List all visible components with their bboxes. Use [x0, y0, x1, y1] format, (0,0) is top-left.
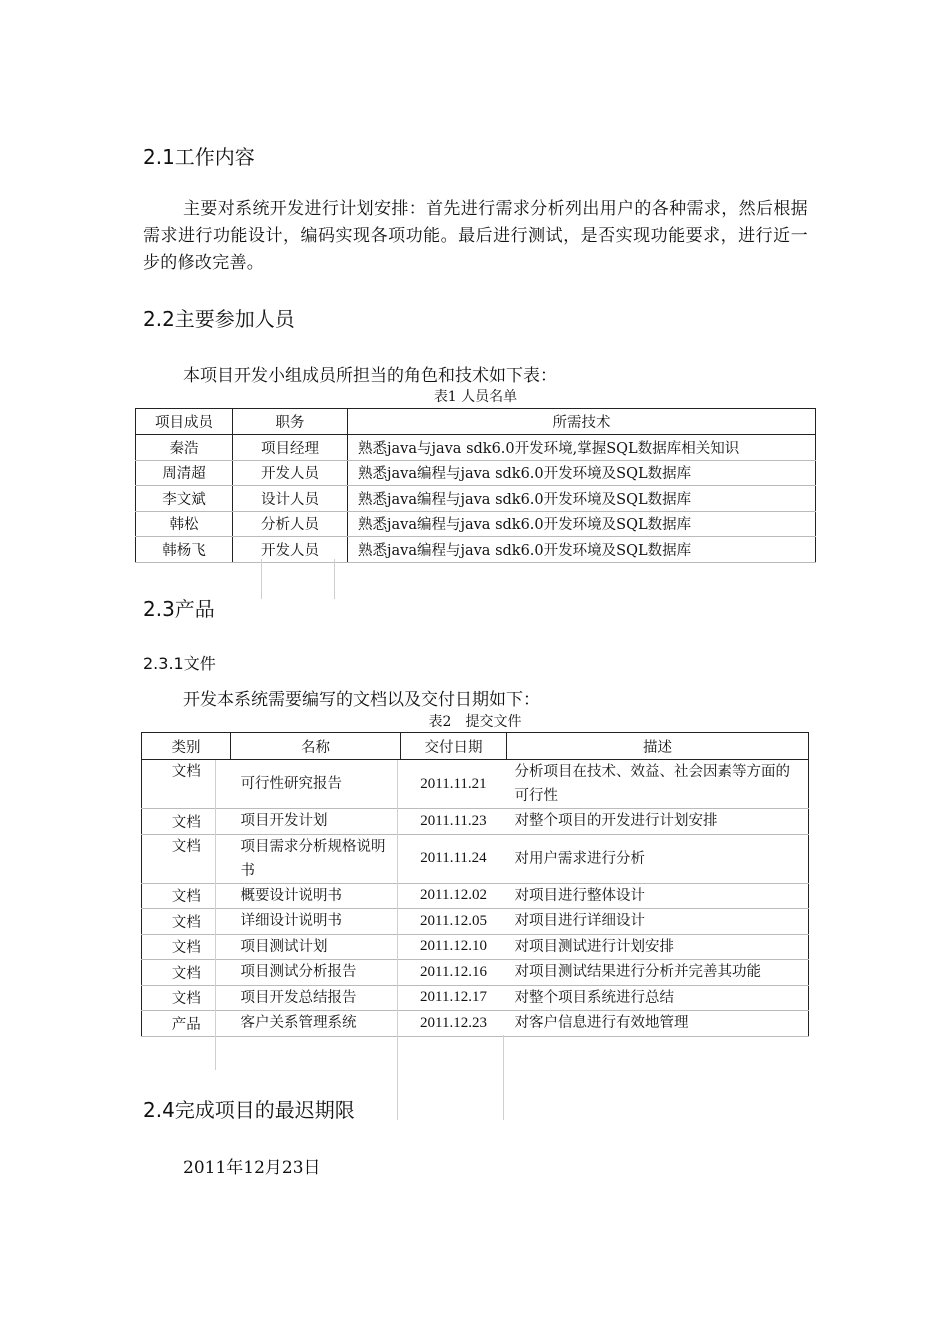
deliverable-date: 2011.11.21 [401, 760, 507, 809]
member-role: 分析人员 [233, 511, 348, 537]
table-row [142, 809, 809, 835]
member-role: 设计人员 [233, 486, 348, 512]
table1-caption: 表1 人员名单 [433, 389, 518, 405]
table-row [136, 486, 816, 512]
deliverable-type: 文档 [142, 960, 231, 986]
table-row [136, 511, 816, 537]
table-row [142, 909, 809, 935]
deliverable-type: 文档 [142, 985, 231, 1011]
deliverable-type: 文档 [142, 934, 231, 960]
deliverable-date: 2011.12.23 [401, 1011, 507, 1037]
member-skills: 熟悉java编程与java sdk6.0开发环境及SQL数据库 [348, 537, 816, 563]
member-role: 开发人员 [233, 460, 348, 486]
deliverable-type: 产品 [142, 1011, 231, 1037]
member-skills: 熟悉java编程与java sdk6.0开发环境及SQL数据库 [348, 486, 816, 512]
deliverable-name: 项目测试计划 [231, 934, 401, 960]
table-row [142, 883, 809, 909]
column-header: 项目成员 [136, 409, 233, 435]
table-row [142, 1011, 809, 1037]
member-name: 李文斌 [136, 486, 233, 512]
member-role: 开发人员 [233, 537, 348, 563]
section-heading-2-2: 2.2主要参加人员 [143, 307, 295, 331]
member-skills: 熟悉java与java sdk6.0开发环境,掌握SQL数据库相关知识 [348, 435, 816, 461]
deliverable-date: 2011.12.05 [401, 909, 507, 935]
deliverable-name: 项目开发计划 [231, 809, 401, 835]
deliverable-type: 文档 [142, 809, 231, 835]
deliverable-date: 2011.12.10 [401, 934, 507, 960]
member-name: 韩松 [136, 511, 233, 537]
section-heading-2-1: 2.1工作内容 [143, 145, 255, 169]
column-header: 职务 [233, 409, 348, 435]
member-skills: 熟悉java编程与java sdk6.0开发环境及SQL数据库 [348, 460, 816, 486]
deliverable-type: 文档 [142, 760, 231, 809]
deliverable-name: 概要设计说明书 [231, 883, 401, 909]
column-header: 类别 [142, 733, 231, 760]
deliverable-name: 客户关系管理系统 [231, 1011, 401, 1037]
table-row [142, 934, 809, 960]
column-header: 交付日期 [401, 733, 507, 760]
deliverable-description: 对客户信息进行有效地管理 [507, 1011, 809, 1037]
table-row [142, 834, 809, 883]
guide-line [215, 760, 216, 1070]
deliverable-description: 分析项目在技术、效益、社会因素等方面的可行性 [507, 760, 809, 809]
section-heading-2-4: 2.4完成项目的最迟期限 [143, 1098, 355, 1122]
table-row [136, 460, 816, 486]
members-intro: 本项目开发小组成员所担当的角色和技术如下表： [183, 366, 557, 386]
deliverable-description: 对用户需求进行分析 [507, 834, 809, 883]
member-name: 秦浩 [136, 435, 233, 461]
deliverable-description: 对整个项目系统进行总结 [507, 985, 809, 1011]
subsection-heading-2-3-1: 2.3.1文件 [143, 654, 216, 673]
deliverable-name: 项目开发总结报告 [231, 985, 401, 1011]
deliverable-date: 2011.12.02 [401, 883, 507, 909]
deliverable-date: 2011.12.17 [401, 985, 507, 1011]
member-skills: 熟悉java编程与java sdk6.0开发环境及SQL数据库 [348, 511, 816, 537]
deliverable-description: 对项目测试进行计划安排 [507, 934, 809, 960]
deliverable-description: 对项目进行整体设计 [507, 883, 809, 909]
deliverable-date: 2011.12.16 [401, 960, 507, 986]
deliverable-date: 2011.11.23 [401, 809, 507, 835]
member-name: 周清超 [136, 460, 233, 486]
table-row [142, 760, 809, 809]
deliverable-name: 项目测试分析报告 [231, 960, 401, 986]
deliverable-type: 文档 [142, 883, 231, 909]
deliverable-description: 对整个项目的开发进行计划安排 [507, 809, 809, 835]
table-row [136, 435, 816, 461]
work-content-paragraph: 主要对系统开发进行计划安排：首先进行需求分析列出用户的各种需求，然后根据需求进行功能设计，编码实现各项功能。最后进行测试，是否实现功能要求，进行近一步的修改完善。 [143, 199, 808, 273]
member-role: 项目经理 [233, 435, 348, 461]
member-name: 韩杨飞 [136, 537, 233, 563]
deliverable-name: 详细设计说明书 [231, 909, 401, 935]
personnel-table [135, 408, 816, 563]
deliverable-date: 2011.11.24 [401, 834, 507, 883]
deliverable-name: 可行性研究报告 [231, 760, 401, 809]
column-header: 所需技术 [348, 409, 816, 435]
table-header-row [142, 733, 809, 760]
section-heading-2-3: 2.3产品 [143, 597, 215, 621]
deliverable-type: 文档 [142, 834, 231, 883]
column-header: 描述 [507, 733, 809, 760]
guide-line [261, 559, 262, 599]
table-row [142, 960, 809, 986]
deliverable-description: 对项目测试结果进行分析并完善其功能 [507, 960, 809, 986]
column-header: 名称 [231, 733, 401, 760]
deliverables-table [141, 732, 809, 1037]
deliverable-type: 文档 [142, 909, 231, 935]
docs-intro: 开发本系统需要编写的文档以及交付日期如下： [183, 690, 540, 710]
table-row [136, 537, 816, 563]
guide-line [397, 760, 398, 1120]
table2-caption: 表2 提交文件 [428, 714, 522, 730]
deliverable-description: 对项目进行详细设计 [507, 909, 809, 935]
table-row [142, 985, 809, 1011]
deadline-date: 2011年12月23日 [183, 1158, 321, 1178]
table-header-row [136, 409, 816, 435]
guide-line [334, 559, 335, 599]
deliverable-name: 项目需求分析规格说明书 [231, 834, 401, 883]
guide-line [503, 1035, 504, 1120]
